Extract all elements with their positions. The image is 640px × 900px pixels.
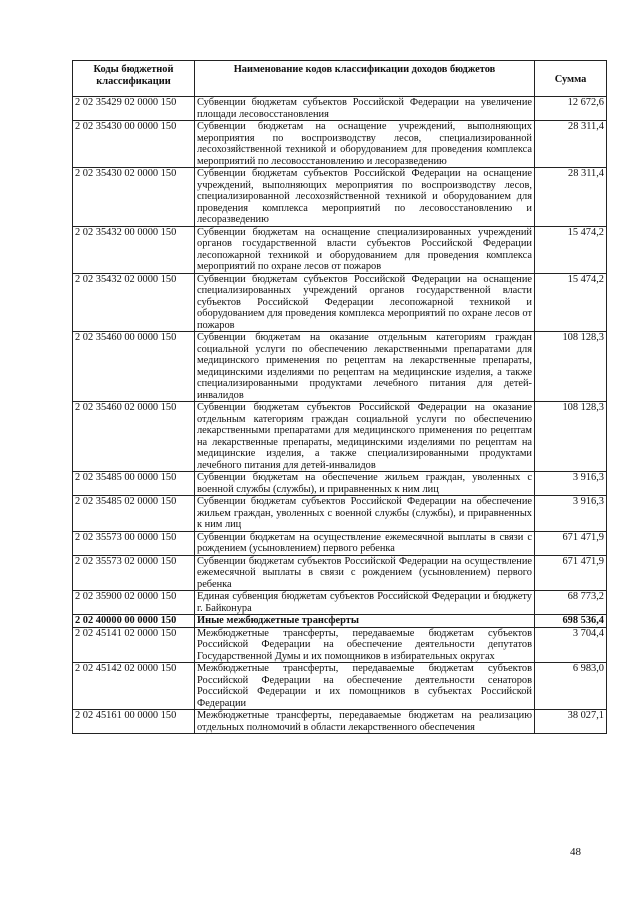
row-name: Субвенции бюджетам на осуществление ежемесячной выплаты в связи с рождением (усыновлением) первого ребенка [195,531,535,555]
header-name: Наименование кодов классификации доходов бюджетов [195,61,535,97]
row-name: Субвенции бюджетам на оснащение специализированных учреждений органов государственной власти субъектов Российской Федерации лесопожарной техникой и оборудованием для проведения комплекса мероприятий по охране лесов от пожаров [195,226,535,273]
row-code: 2 02 35485 02 0000 150 [73,496,195,532]
row-name: Субвенции бюджетам на оснащение учреждений, выполняющих мероприятия по воспроизводству лесов, специализированной лесохозяйственной техникой и оборудованием для проведения комплекса мероприятий по лесовосстановлению и лесоразведению [195,121,535,168]
row-code: 2 02 35460 00 0000 150 [73,332,195,402]
row-sum: 12 672,6 [535,97,607,121]
row-name: Межбюджетные трансферты, передаваемые бюджетам субъектов Российской Федерации на обеспечение деятельности депутатов Государственной Думы и их помощников в избирательных округах [195,627,535,663]
row-sum: 3 916,3 [535,472,607,496]
page-number: 48 [570,846,581,858]
row-sum: 15 474,2 [535,273,607,332]
row-name: Иные межбюджетные трансферты [195,615,535,628]
row-code: 2 02 45142 02 0000 150 [73,663,195,710]
table-header-row [73,61,607,97]
row-code: 2 02 35432 02 0000 150 [73,273,195,332]
row-name: Субвенции бюджетам субъектов Российской Федерации на оснащение специализированных учреждений органов государственной власти субъектов Российской Федерации лесопожарной техникой и оборудованием для проведения комплекса мероприятий по охране лесов от пожаров [195,273,535,332]
row-sum: 6 983,0 [535,663,607,710]
row-sum: 671 471,9 [535,555,607,591]
row-code: 2 02 35429 02 0000 150 [73,97,195,121]
table-row [73,402,607,472]
table-row [73,627,607,663]
table-row [73,97,607,121]
row-name: Субвенции бюджетам субъектов Российской Федерации на увеличение площади лесовосстановления [195,97,535,121]
row-sum: 3 704,4 [535,627,607,663]
row-sum: 698 536,4 [535,615,607,628]
table-row [73,472,607,496]
row-code: 2 02 40000 00 0000 150 [73,615,195,628]
table-body [73,97,607,734]
row-code: 2 02 35573 00 0000 150 [73,531,195,555]
table-row [73,121,607,168]
row-name: Субвенции бюджетам субъектов Российской Федерации на осуществление ежемесячной выплаты в связи с рождением (усыновлением) первого ребенка [195,555,535,591]
revenue-classification-table [72,60,607,734]
table-row [73,531,607,555]
row-code: 2 02 45161 00 0000 150 [73,710,195,734]
row-code: 2 02 35485 00 0000 150 [73,472,195,496]
table-row [73,663,607,710]
row-sum: 108 128,3 [535,402,607,472]
row-code: 2 02 35432 00 0000 150 [73,226,195,273]
table-row [73,273,607,332]
row-sum: 38 027,1 [535,710,607,734]
header-code: Коды бюджетной классификации [73,61,195,97]
table-row [73,555,607,591]
row-sum: 671 471,9 [535,531,607,555]
row-code: 2 02 35430 00 0000 150 [73,121,195,168]
row-name: Межбюджетные трансферты, передаваемые бюджетам на реализацию отдельных полномочий в области лекарственного обеспечения [195,710,535,734]
row-sum: 108 128,3 [535,332,607,402]
table-row [73,615,607,628]
row-name: Межбюджетные трансферты, передаваемые бюджетам субъектов Российской Федерации на обеспечение деятельности сенаторов Российской Федерации и их помощников в субъектах Российской Федерации [195,663,535,710]
table-row [73,226,607,273]
row-code: 2 02 35460 02 0000 150 [73,402,195,472]
row-sum: 15 474,2 [535,226,607,273]
row-sum: 68 773,2 [535,591,607,615]
header-sum: Сумма [535,61,607,97]
row-name: Единая субвенция бюджетам субъектов Российской Федерации и бюджету г. Байконура [195,591,535,615]
row-name: Субвенции бюджетам субъектов Российской Федерации на оснащение учреждений, выполняющих мероприятия по воспроизводству лесов, специализированной лесохозяйственной техникой и оборудованием для проведения комплекса мероприятий по лесовосстановлению и лесоразведению [195,168,535,227]
row-name: Субвенции бюджетам на оказание отдельным категориям граждан социальной услуги по обеспечению лекарственными препаратами для медицинского применения по рецептам на лекарственные препараты, медицинскими изделиями по рецептам на медицинские изделия, а также специализированными продуктами лечебного питания для детей-инвалидов [195,332,535,402]
row-sum: 28 311,4 [535,168,607,227]
row-name: Субвенции бюджетам субъектов Российской Федерации на оказание отдельным категориям граждан социальной услуги по обеспечению лекарственными препаратами для медицинского применения по рецептам на лекарственные препараты, медицинскими изделиями по рецептам на медицинские изделия, а также специализированными продуктами лечебного питания для детей-инвалидов [195,402,535,472]
table-row [73,168,607,227]
table-row [73,591,607,615]
row-code: 2 02 45141 02 0000 150 [73,627,195,663]
row-code: 2 02 35573 02 0000 150 [73,555,195,591]
row-sum: 28 311,4 [535,121,607,168]
row-code: 2 02 35900 02 0000 150 [73,591,195,615]
row-code: 2 02 35430 02 0000 150 [73,168,195,227]
row-name: Субвенции бюджетам на обеспечение жильем граждан, уволенных с военной службы (службы), и приравненных к ним лиц [195,472,535,496]
row-sum: 3 916,3 [535,496,607,532]
table-row [73,332,607,402]
table-row [73,496,607,532]
row-name: Субвенции бюджетам субъектов Российской Федерации на обеспечение жильем граждан, уволенных с военной службы (службы), и приравненных к ним лиц [195,496,535,532]
table-row [73,710,607,734]
